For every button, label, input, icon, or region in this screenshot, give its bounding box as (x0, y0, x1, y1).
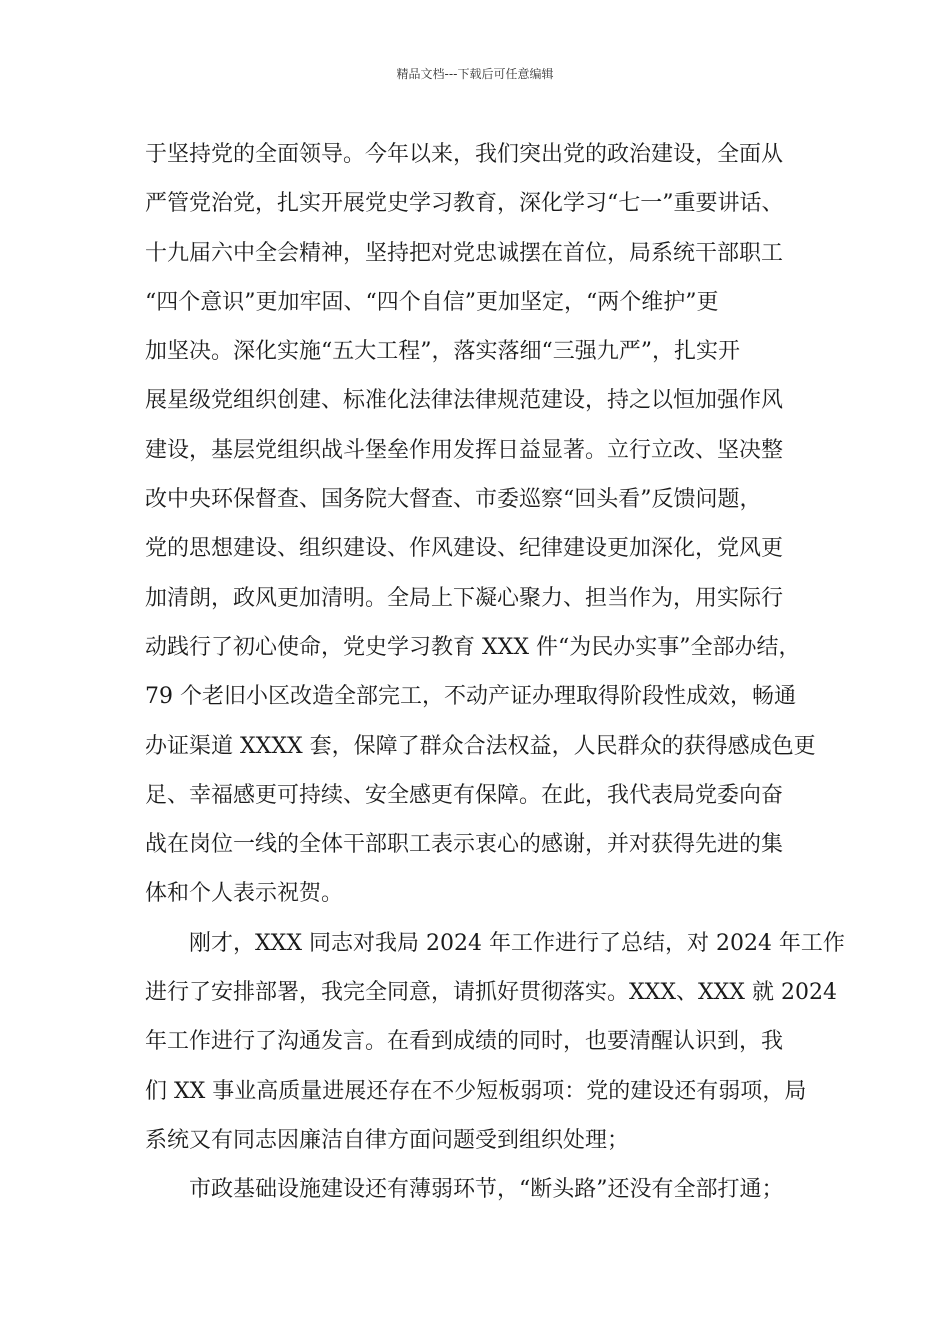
text-line: 加清朗，政风更加清明。全局上下凝心聚力、担当作为，用实际行 (145, 585, 784, 611)
text-line: 系统又有同志因廉洁自律方面问题受到组织处理； (145, 1127, 630, 1153)
text-line: 于坚持党的全面领导。今年以来，我们突出党的政治建设，全面从 (145, 142, 784, 167)
paragraph-2 (145, 919, 845, 1165)
text-line: 加坚决。深化实施“五大工程”，落实落细“三强九严”，扎实开 (145, 339, 740, 365)
text-line: 进行了安排部署，我完全同意，请抓好贯彻落实。XXX、XXX 就 2024 (145, 980, 837, 1006)
text-line: 党的思想建设、组织建设、作风建设、纪律建设更加深化，党风更 (145, 536, 784, 562)
text-line: 动践行了初心使命，党史学习教育 XXX 件“为民办实事”全部办结， (145, 634, 801, 660)
text-line: 体和个人表示祝贺。 (145, 881, 344, 907)
paragraph-1 (145, 130, 815, 919)
text-line: 办证渠道 XXXX 套，保障了群众合法权益，人民群众的获得感成色更 (145, 733, 816, 759)
text-line: “四个意识”更加牢固、“四个自信”更加坚定，“两个维护”更 (145, 289, 719, 315)
text-line: 展星级党组织创建、标准化法律法律规范建设，持之以恒加强作风 (145, 388, 784, 414)
document-body (145, 130, 845, 1215)
text-line: 十九届六中全会精神，坚持把对党忠诚摆在首位，局系统干部职工 (145, 240, 784, 266)
text-line: 刚才，XXX 同志对我局 2024 年工作进行了总结，对 2024 年工作 (189, 930, 845, 956)
text-line: 改中央环保督查、国务院大督查、市委巡察“回头看”反馈问题， (145, 487, 762, 513)
text-line: 年工作进行了沟通发言。在看到成绩的同时，也要清醒认识到，我 (145, 1029, 784, 1055)
paragraph-3 (145, 1165, 815, 1214)
text-line: 战在岗位一线的全体干部职工表示衷心的感谢，并对获得先进的集 (145, 832, 784, 858)
text-line: 市政基础设施建设还有薄弱环节，“断头路”还没有全部打通； (189, 1177, 784, 1203)
text-line: 们 XX 事业高质量进展还存在不少短板弱项：党的建设还有弱项，局 (145, 1078, 807, 1104)
page-header: 精品文档---下载后可任意编辑 (396, 67, 554, 81)
text-line: 足、幸福感更可持续、安全感更有保障。在此，我代表局党委向奋 (145, 782, 784, 808)
text-line: 79 个老旧小区改造全部完工，不动产证办理取得阶段性成效，畅通 (145, 684, 796, 710)
text-line: 严管党治党，扎实开展党史学习教育，深化学习“七一”重要讲话、 (145, 191, 784, 217)
text-line: 建设，基层党组织战斗堡垒作用发挥日益显著。立行立改、坚决整 (145, 437, 784, 463)
